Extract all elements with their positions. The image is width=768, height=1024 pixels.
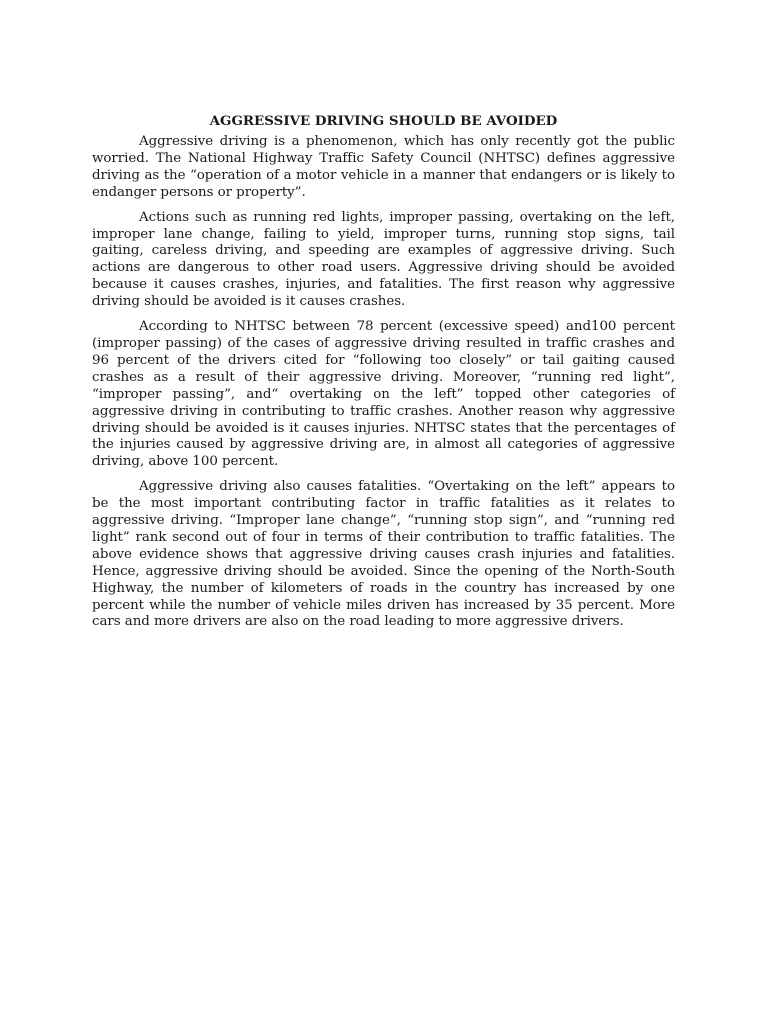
paragraph-2: Actions such as running red lights, improper passing, overtaking on the left, improper lane change, failing to yield, improper turns, running stop signs, tail gaiting, careless driving, and speeding are examples of aggressive driving. Such actions are dangerous to other road users. Aggressive driving should be avoided because it causes crashes, injuries, and fatalities. The first reason why aggressive driving should be avoided is it causes crashes.	[92, 209, 675, 310]
document-page	[92, 112, 675, 639]
document-title: AGGRESSIVE DRIVING SHOULD BE AVOIDED	[209, 113, 558, 129]
paragraph-3: According to NHTSC between 78 percent (excessive speed) and100 percent (improper passing) of the cases of aggressive driving resulted in traffic crashes and 96 percent of the drivers cited for “following too closely” or tail gaiting caused crashes as a result of their aggressive driving. Moreover, “running red light”, “improper passing”, and“ overtaking on the left” topped other categories of aggressive driving in contributing to traffic crashes. Another reason why aggressive driving should be avoided is it causes injuries. NHTSC states that the percentages of the injuries caused by aggressive driving are, in almost all categories of aggressive driving, above 100 percent.	[92, 319, 675, 470]
paragraph-4: Aggressive driving also causes fatalities. “Overtaking on the left” appears to be the most important contributing factor in traffic fatalities as it relates to aggressive driving. “Improper lane change”, “running stop sign”, and “running red light” rank second out of four in terms of their contribution to traffic fatalities. The above evidence shows that aggressive driving causes crash injuries and fatalities. Hence, aggressive driving should be avoided. Since the opening of the North-South Highway, the number of kilometers of roads in the country has increased by one percent while the number of vehicle miles driven has increased by 35 percent. More cars and more drivers are also on the road leading to more aggressive drivers.	[92, 479, 675, 630]
paragraph-1: Aggressive driving is a phenomenon, which has only recently got the public worried. The National Highway Traffic Safety Council (NHTSC) defines aggressive driving as the “operation of a motor vehicle in a manner that endangers or is likely to endanger persons or property”.	[92, 134, 675, 200]
